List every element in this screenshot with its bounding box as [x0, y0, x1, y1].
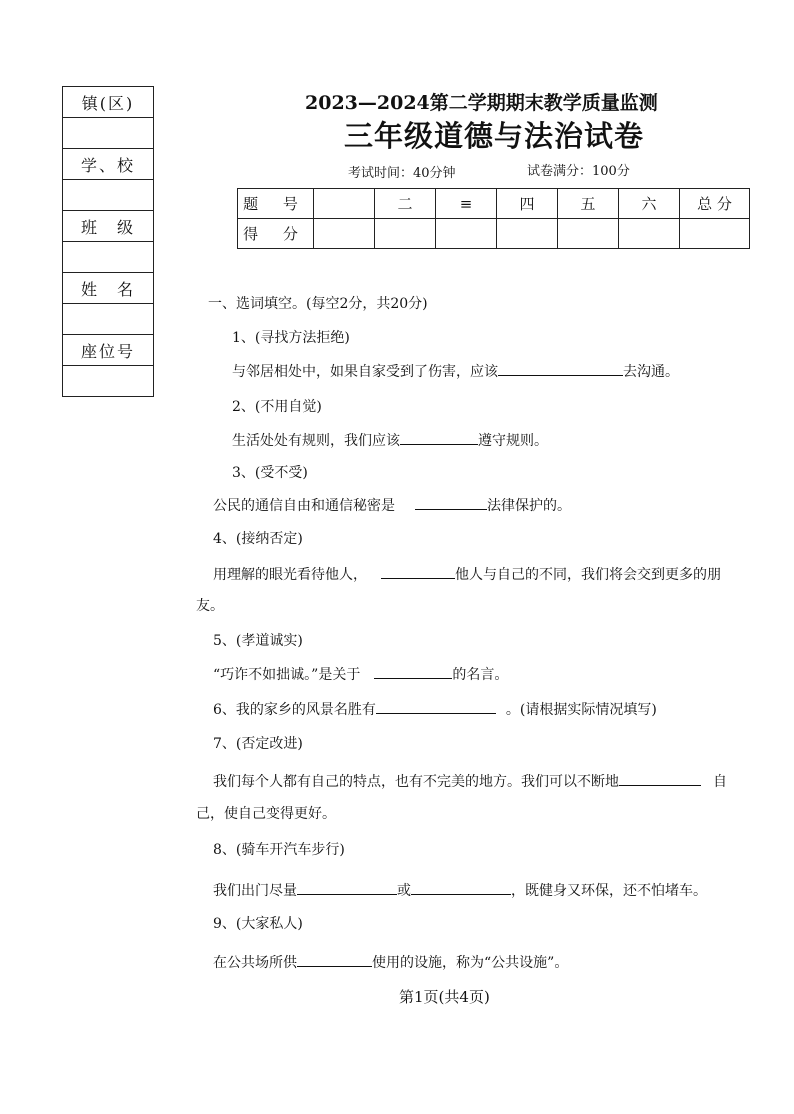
score-cell[interactable]	[436, 219, 497, 249]
school-field[interactable]	[63, 180, 153, 211]
full-score: 试卷满分：100分	[527, 164, 630, 179]
score-cell[interactable]	[558, 219, 619, 249]
answer-blank[interactable]	[297, 951, 372, 967]
name-field[interactable]	[63, 304, 153, 335]
subject-title: 三年级道德与法治试卷	[344, 119, 645, 153]
question-label: 8、(骑车开汽车步行)	[213, 842, 345, 858]
section-heading: 一、选词填空。(每空2分，共20分)	[208, 296, 428, 312]
name-label: 姓 名	[63, 273, 153, 304]
question-text: 公民的通信自由和通信秘密是 法律保护的。	[213, 494, 571, 515]
table-cell: 四	[497, 189, 558, 219]
answer-blank[interactable]	[619, 770, 701, 786]
table-cell: ≡	[436, 189, 497, 219]
table-row	[238, 189, 750, 219]
question-label: 9、(大家私人)	[213, 916, 303, 932]
town-field[interactable]	[63, 118, 153, 149]
question-text: 用理解的眼光看待他人， 他人与自己的不同，我们将会交到更多的朋	[213, 563, 721, 584]
question-label: 2、(不用自觉)	[232, 399, 322, 415]
table-row	[238, 219, 750, 249]
score-cell[interactable]	[375, 219, 436, 249]
answer-blank[interactable]	[415, 494, 487, 510]
total-header: 总 分	[680, 189, 750, 219]
seat-number-label: 座位号	[63, 335, 153, 366]
table-cell: 五	[558, 189, 619, 219]
answer-blank[interactable]	[376, 698, 496, 714]
question-text-continued: 友。	[196, 598, 224, 614]
page-number: 第1页(共4页)	[399, 988, 490, 1006]
school-label: 学、校	[63, 149, 153, 180]
question-label: 7、(否定改进)	[213, 736, 303, 752]
question-number-header: 题 号	[238, 189, 314, 219]
score-cell[interactable]	[497, 219, 558, 249]
score-table	[237, 188, 750, 249]
seat-number-field[interactable]	[63, 366, 153, 396]
table-cell: 六	[619, 189, 680, 219]
student-info-box	[62, 86, 154, 397]
score-cell[interactable]	[314, 219, 375, 249]
score-cell[interactable]	[680, 219, 750, 249]
answer-blank[interactable]	[400, 429, 478, 445]
question-text: “巧诈不如拙诚。”是关于 的名言。	[213, 663, 508, 684]
question-text: 生活处处有规则，我们应该 遵守规则。	[232, 429, 548, 450]
score-header: 得 分	[238, 219, 314, 249]
answer-blank[interactable]	[498, 360, 623, 376]
class-field[interactable]	[63, 242, 153, 273]
answer-blank[interactable]	[381, 563, 455, 579]
question-label: 1、(寻找方法拒绝)	[232, 330, 350, 346]
town-label: 镇(区)	[63, 87, 153, 118]
question-text: 在公共场所供 使用的设施，称为“公共设施”。	[213, 951, 568, 972]
score-cell[interactable]	[619, 219, 680, 249]
question-label: 5、(孝道诚实)	[213, 633, 303, 649]
question-text: 我们出门尽量 或 ，既健身又环保，还不怕堵车。	[213, 879, 707, 900]
answer-blank[interactable]	[411, 879, 511, 895]
question-text: 与邻居相处中，如果自家受到了伤害，应该 去沟通。	[232, 360, 679, 381]
table-cell	[314, 189, 375, 219]
question-text: 我们每个人都有自己的特点，也有不完美的地方。我们可以不断地 自	[213, 770, 727, 791]
exam-title: 2023—2024第二学期期末教学质量监测	[305, 92, 658, 114]
table-cell: 二	[375, 189, 436, 219]
exam-time: 考试时间：40分钟	[348, 166, 456, 181]
question-text-continued: 己，使自己变得更好。	[196, 806, 336, 822]
question-text: 6、我的家乡的风景名胜有 。(请根据实际情况填写)	[213, 698, 657, 719]
class-label: 班 级	[63, 211, 153, 242]
question-label: 3、(受不受)	[232, 465, 308, 481]
answer-blank[interactable]	[374, 663, 452, 679]
question-label: 4、(接纳否定)	[213, 531, 303, 547]
answer-blank[interactable]	[297, 879, 397, 895]
